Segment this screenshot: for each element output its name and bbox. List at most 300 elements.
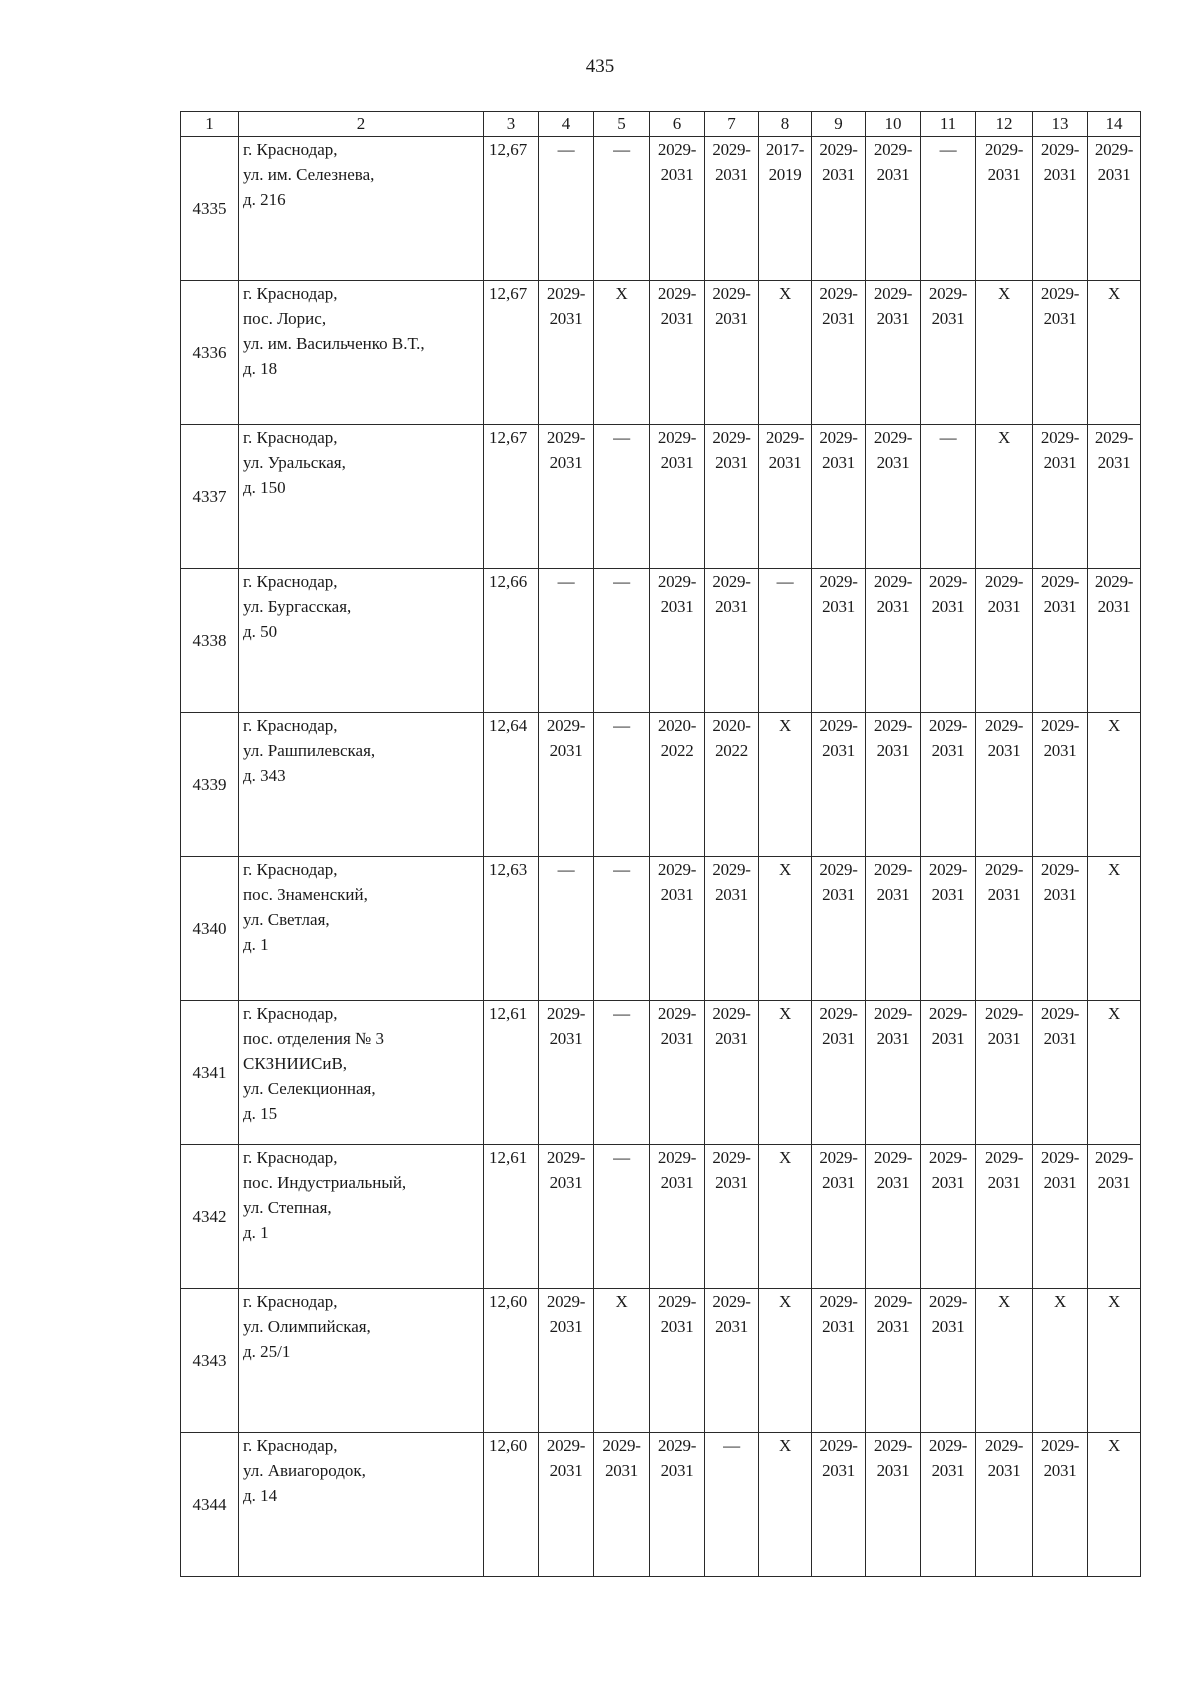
cell-line: 2031	[822, 453, 855, 472]
address-line: ул. Бургасская,	[243, 597, 352, 616]
address-line: д. 1	[243, 935, 269, 954]
rate-cell: 12,63	[484, 857, 539, 1001]
schedule-cell	[594, 425, 650, 569]
address-line: д. 216	[243, 190, 286, 209]
cell-line: 2031	[822, 165, 855, 184]
schedule-cell	[594, 569, 650, 713]
cell-line: 2029-	[657, 1292, 697, 1311]
cell-line: 2031	[660, 597, 694, 616]
schedule-cell	[976, 281, 1033, 425]
schedule-cell	[812, 713, 866, 857]
cell-line: 2029-	[712, 1004, 751, 1023]
cell-line: 2020-	[657, 716, 697, 735]
address-line: г. Краснодар,	[243, 428, 338, 447]
column-header: 10	[866, 112, 921, 137]
schedule-cell	[650, 1433, 705, 1577]
schedule-cell	[866, 425, 921, 569]
cell-line: 2029-	[819, 860, 858, 879]
schedule-cell	[759, 1145, 812, 1289]
cell-line: —	[613, 1148, 630, 1167]
cell-line: 2029-	[819, 428, 858, 447]
schedule-cell	[705, 713, 759, 857]
cell-line: X	[1054, 1292, 1066, 1311]
table-row	[181, 1433, 1141, 1577]
cell-line: 2031	[1097, 165, 1131, 184]
schedule-cell	[866, 1145, 921, 1289]
schedule-cell	[759, 569, 812, 713]
schedule-cell	[1088, 857, 1141, 1001]
address-line: д. 50	[243, 622, 278, 641]
cell-line: 2031	[987, 1029, 1021, 1048]
schedule-cell	[812, 137, 866, 281]
cell-line: 2029-	[819, 1148, 858, 1167]
schedule-cell	[812, 857, 866, 1001]
cell-line: 2031	[715, 309, 748, 328]
cell-line: 2022	[715, 741, 748, 760]
cell-line: 2029-	[657, 572, 697, 591]
schedule-cell	[539, 425, 594, 569]
address-line: д. 18	[243, 359, 278, 378]
schedule-cell	[705, 425, 759, 569]
cell-line: X	[779, 1292, 791, 1311]
rate-cell: 12,66	[484, 569, 539, 713]
cell-line: 2031	[822, 1029, 855, 1048]
address-cell	[239, 569, 484, 713]
cell-line: 2029-	[819, 1292, 858, 1311]
cell-line: 2031	[876, 1317, 910, 1336]
cell-line: 2029-	[984, 1004, 1024, 1023]
cell-line: 2031	[1097, 1173, 1131, 1192]
schedule-cell	[1088, 1289, 1141, 1433]
cell-line: 2029-	[712, 860, 751, 879]
cell-line: 2031	[876, 165, 910, 184]
cell-line: —	[723, 1436, 740, 1455]
schedule-cell	[1033, 857, 1088, 1001]
cell-line: 2031	[1097, 597, 1131, 616]
cell-line: 2029-	[984, 1436, 1024, 1455]
rate-cell: 12,64	[484, 713, 539, 857]
cell-line: X	[1108, 860, 1120, 879]
schedule-cell	[1033, 1001, 1088, 1145]
address-line: ул. Светлая,	[243, 910, 330, 929]
cell-line: X	[779, 1148, 791, 1167]
cell-line: 2029-	[657, 1148, 697, 1167]
cell-line: 2029-	[873, 1292, 913, 1311]
table-body	[181, 137, 1141, 1577]
cell-line: 2029-	[1040, 716, 1080, 735]
schedule-cell	[976, 1001, 1033, 1145]
cell-line: 2029-	[928, 716, 968, 735]
schedule-cell	[759, 713, 812, 857]
cell-line: 2031	[1043, 741, 1077, 760]
cell-line: X	[1108, 284, 1120, 303]
table-row	[181, 425, 1141, 569]
cell-line: —	[557, 572, 575, 591]
row-number: 4339	[181, 713, 239, 857]
schedule-cell	[759, 1001, 812, 1145]
cell-line: 2029-	[1094, 140, 1134, 159]
cell-line: 2029-	[712, 284, 751, 303]
schedule-cell	[594, 713, 650, 857]
address-line: д. 343	[243, 766, 286, 785]
cell-line: 2031	[1043, 1173, 1077, 1192]
cell-line: 2031	[549, 1173, 583, 1192]
cell-line: 2029-	[602, 1436, 641, 1455]
schedule-cell	[650, 137, 705, 281]
rate-cell: 12,67	[484, 137, 539, 281]
table-row	[181, 857, 1141, 1001]
row-number: 4343	[181, 1289, 239, 1433]
address-line: пос. отделения № 3	[243, 1029, 385, 1048]
cell-line: X	[615, 1292, 628, 1311]
cell-line: 2031	[660, 453, 694, 472]
cell-line: 2029-	[657, 1436, 697, 1455]
schedule-cell	[866, 713, 921, 857]
register-table	[180, 111, 1141, 1577]
cell-line: 2029-	[819, 140, 858, 159]
cell-line: 2029-	[873, 428, 913, 447]
rate-cell: 12,60	[484, 1433, 539, 1577]
cell-line: 2031	[1043, 597, 1077, 616]
column-header: 7	[705, 112, 759, 137]
address-line: пос. Знаменский,	[243, 885, 368, 904]
schedule-cell	[594, 857, 650, 1001]
schedule-cell	[759, 1289, 812, 1433]
column-header: 8	[759, 112, 812, 137]
cell-line: X	[615, 284, 628, 303]
schedule-cell	[1088, 569, 1141, 713]
schedule-cell	[921, 1433, 976, 1577]
schedule-cell	[705, 1001, 759, 1145]
cell-line: 2031	[987, 1173, 1021, 1192]
cell-line: X	[1108, 1292, 1120, 1311]
schedule-cell	[539, 1433, 594, 1577]
cell-line: 2031	[715, 885, 748, 904]
cell-line: 2031	[931, 1029, 965, 1048]
schedule-cell	[759, 137, 812, 281]
address-line: ул. им. Селезнева,	[243, 165, 375, 184]
cell-line: 2029-	[546, 716, 586, 735]
cell-line: 2031	[715, 1317, 748, 1336]
cell-line: 2031	[1043, 309, 1077, 328]
header-row	[181, 112, 1141, 137]
rate-cell: 12,67	[484, 281, 539, 425]
address-cell	[239, 857, 484, 1001]
address-line: д. 15	[243, 1104, 278, 1123]
schedule-cell	[1033, 281, 1088, 425]
address-cell	[239, 425, 484, 569]
cell-line: 2031	[987, 741, 1021, 760]
cell-line: 2031	[660, 885, 694, 904]
cell-line: 2031	[549, 1029, 583, 1048]
schedule-cell	[1088, 1001, 1141, 1145]
address-line: ул. Авиагородок,	[243, 1461, 366, 1480]
cell-line: 2031	[822, 1173, 855, 1192]
address-cell	[239, 137, 484, 281]
schedule-cell	[976, 1433, 1033, 1577]
cell-line: 2031	[1043, 1029, 1077, 1048]
cell-line: 2029-	[873, 572, 913, 591]
cell-line: 2031	[715, 165, 748, 184]
schedule-cell	[921, 857, 976, 1001]
cell-line: X	[1108, 1436, 1120, 1455]
address-line: пос. Индустриальный,	[243, 1173, 407, 1192]
column-header: 12	[976, 112, 1033, 137]
schedule-cell	[921, 425, 976, 569]
cell-line: 2031	[660, 309, 694, 328]
cell-line: 2031	[876, 597, 910, 616]
cell-line: 2029-	[712, 140, 751, 159]
cell-line: 2029-	[712, 428, 751, 447]
table-row	[181, 1289, 1141, 1433]
cell-line: 2029-	[546, 1436, 586, 1455]
row-number: 4338	[181, 569, 239, 713]
cell-line: 2020-	[712, 716, 751, 735]
cell-line: 2031	[549, 1461, 583, 1480]
schedule-cell	[705, 1289, 759, 1433]
table-row	[181, 713, 1141, 857]
address-cell	[239, 1145, 484, 1289]
cell-line: 2031	[715, 453, 748, 472]
schedule-cell	[759, 857, 812, 1001]
cell-line: 2031	[768, 453, 802, 472]
cell-line: 2029-	[984, 572, 1024, 591]
cell-line: 2031	[876, 453, 910, 472]
cell-line: 2029-	[873, 716, 913, 735]
cell-line: 2029-	[1040, 860, 1080, 879]
address-line: ул. Степная,	[243, 1198, 332, 1217]
schedule-cell	[705, 569, 759, 713]
schedule-cell	[1033, 569, 1088, 713]
cell-line: 2029-	[546, 1292, 586, 1311]
cell-line: 2031	[822, 1461, 855, 1480]
schedule-cell	[866, 1433, 921, 1577]
cell-line: 2029-	[1040, 1148, 1080, 1167]
cell-line: —	[776, 572, 794, 591]
schedule-cell	[921, 713, 976, 857]
address-line: ул. им. Васильченко В.Т.,	[243, 334, 425, 353]
address-line: д. 150	[243, 478, 286, 497]
cell-line: 2031	[715, 597, 748, 616]
cell-line: 2031	[931, 885, 965, 904]
cell-line: X	[998, 428, 1010, 447]
schedule-cell	[921, 1289, 976, 1433]
cell-line: X	[779, 860, 791, 879]
schedule-cell	[976, 857, 1033, 1001]
schedule-cell	[812, 1289, 866, 1433]
address-cell	[239, 281, 484, 425]
cell-line: 2029-	[657, 284, 697, 303]
cell-line: 2029-	[819, 1004, 858, 1023]
schedule-cell	[539, 1001, 594, 1145]
cell-line: 2031	[660, 1173, 694, 1192]
cell-line: 2029-	[928, 860, 968, 879]
cell-line: 2029-	[657, 428, 697, 447]
schedule-cell	[866, 1289, 921, 1433]
schedule-cell	[759, 1433, 812, 1577]
row-number: 4341	[181, 1001, 239, 1145]
address-cell	[239, 1289, 484, 1433]
cell-line: —	[613, 1004, 630, 1023]
schedule-cell	[650, 569, 705, 713]
schedule-cell	[539, 569, 594, 713]
schedule-cell	[866, 1001, 921, 1145]
cell-line: 2031	[549, 453, 583, 472]
schedule-cell	[705, 281, 759, 425]
cell-line: 2029-	[819, 284, 858, 303]
cell-line: 2031	[660, 1317, 694, 1336]
address-line: ул. Олимпийская,	[243, 1317, 371, 1336]
row-number: 4342	[181, 1145, 239, 1289]
cell-line: 2029-	[984, 860, 1024, 879]
cell-line: 2029-	[873, 1148, 913, 1167]
cell-line: X	[779, 1004, 791, 1023]
cell-line: 2029-	[873, 284, 913, 303]
address-line: д. 1	[243, 1223, 269, 1242]
address-line: г. Краснодар,	[243, 284, 338, 303]
schedule-cell	[594, 1001, 650, 1145]
cell-line: —	[557, 140, 575, 159]
cell-line: 2031	[1043, 885, 1077, 904]
schedule-cell	[650, 713, 705, 857]
schedule-cell	[976, 713, 1033, 857]
cell-line: 2031	[987, 165, 1021, 184]
schedule-cell	[866, 857, 921, 1001]
schedule-cell	[1088, 281, 1141, 425]
cell-line: 2031	[876, 1461, 910, 1480]
rate-cell: 12,61	[484, 1001, 539, 1145]
schedule-cell	[921, 569, 976, 713]
schedule-cell	[539, 1145, 594, 1289]
cell-line: 2031	[715, 1029, 748, 1048]
row-number: 4335	[181, 137, 239, 281]
column-header: 3	[484, 112, 539, 137]
cell-line: 2029-	[657, 860, 697, 879]
column-header: 13	[1033, 112, 1088, 137]
cell-line: 2031	[1043, 1461, 1077, 1480]
cell-line: 2029-	[657, 1004, 697, 1023]
cell-line: 2031	[660, 1461, 694, 1480]
cell-line: 2029-	[1040, 284, 1080, 303]
schedule-cell	[594, 1289, 650, 1433]
schedule-cell	[650, 1289, 705, 1433]
address-line: г. Краснодар,	[243, 716, 338, 735]
schedule-cell	[759, 281, 812, 425]
schedule-cell	[812, 1001, 866, 1145]
cell-line: X	[998, 1292, 1010, 1311]
cell-line: 2029-	[873, 1436, 913, 1455]
cell-line: —	[557, 860, 575, 879]
schedule-cell	[976, 1145, 1033, 1289]
cell-line: 2029-	[928, 1292, 968, 1311]
rate-cell: 12,60	[484, 1289, 539, 1433]
schedule-cell	[705, 137, 759, 281]
row-number: 4336	[181, 281, 239, 425]
cell-line: 2029-	[873, 140, 913, 159]
cell-line: 2031	[987, 885, 1021, 904]
schedule-cell	[539, 1289, 594, 1433]
column-header: 9	[812, 112, 866, 137]
schedule-cell	[650, 857, 705, 1001]
column-header: 1	[181, 112, 239, 137]
schedule-cell	[650, 1145, 705, 1289]
cell-line: —	[613, 860, 630, 879]
schedule-cell	[976, 137, 1033, 281]
address-line: пос. Лорис,	[243, 309, 327, 328]
cell-line: 2029-	[1040, 140, 1080, 159]
cell-line: X	[1108, 1004, 1120, 1023]
schedule-cell	[921, 1001, 976, 1145]
cell-line: 2029-	[1094, 428, 1134, 447]
schedule-cell	[976, 569, 1033, 713]
cell-line: —	[613, 572, 630, 591]
schedule-cell	[1088, 1145, 1141, 1289]
schedule-cell	[539, 713, 594, 857]
cell-line: 2031	[987, 1461, 1021, 1480]
cell-line: X	[1108, 716, 1120, 735]
cell-line: 2029-	[819, 1436, 858, 1455]
cell-line: 2031	[931, 1173, 965, 1192]
cell-line: 2029-	[657, 140, 697, 159]
address-cell	[239, 713, 484, 857]
cell-line: 2019	[768, 165, 802, 184]
schedule-cell	[705, 857, 759, 1001]
cell-line: 2029-	[928, 1436, 968, 1455]
cell-line: 2031	[876, 1029, 910, 1048]
address-line: г. Краснодар,	[243, 140, 338, 159]
table-row	[181, 1145, 1141, 1289]
cell-line: X	[779, 284, 791, 303]
schedule-cell	[594, 1145, 650, 1289]
cell-line: —	[613, 716, 630, 735]
schedule-cell	[1033, 1145, 1088, 1289]
cell-line: 2029-	[984, 140, 1024, 159]
cell-line: 2029-	[1094, 1148, 1134, 1167]
rate-cell: 12,67	[484, 425, 539, 569]
schedule-cell	[921, 137, 976, 281]
cell-line: 2029-	[819, 716, 858, 735]
row-number: 4340	[181, 857, 239, 1001]
address-line: ул. Рашпилевская,	[243, 741, 376, 760]
cell-line: 2031	[876, 741, 910, 760]
cell-line: 2031	[1043, 453, 1077, 472]
cell-line: 2029-	[1040, 1004, 1080, 1023]
cell-line: X	[779, 1436, 791, 1455]
cell-line: 2029-	[546, 1004, 586, 1023]
cell-line: 2031	[931, 309, 965, 328]
column-header: 5	[594, 112, 650, 137]
cell-line: 2031	[931, 597, 965, 616]
cell-line: 2031	[822, 309, 855, 328]
page-number: 435	[585, 56, 615, 77]
table-row	[181, 569, 1141, 713]
cell-line: 2029-	[765, 428, 805, 447]
schedule-cell	[976, 1289, 1033, 1433]
schedule-cell	[1088, 425, 1141, 569]
cell-line: 2029-	[819, 572, 858, 591]
column-header: 11	[921, 112, 976, 137]
schedule-cell	[812, 281, 866, 425]
address-line: ул. Уральская,	[243, 453, 346, 472]
cell-line: 2029-	[928, 284, 968, 303]
schedule-cell	[812, 1433, 866, 1577]
address-line: г. Краснодар,	[243, 1004, 338, 1023]
schedule-cell	[650, 1001, 705, 1145]
schedule-cell	[1033, 1433, 1088, 1577]
cell-line: 2031	[549, 741, 583, 760]
cell-line: X	[779, 716, 791, 735]
address-line: ул. Селекционная,	[243, 1079, 376, 1098]
